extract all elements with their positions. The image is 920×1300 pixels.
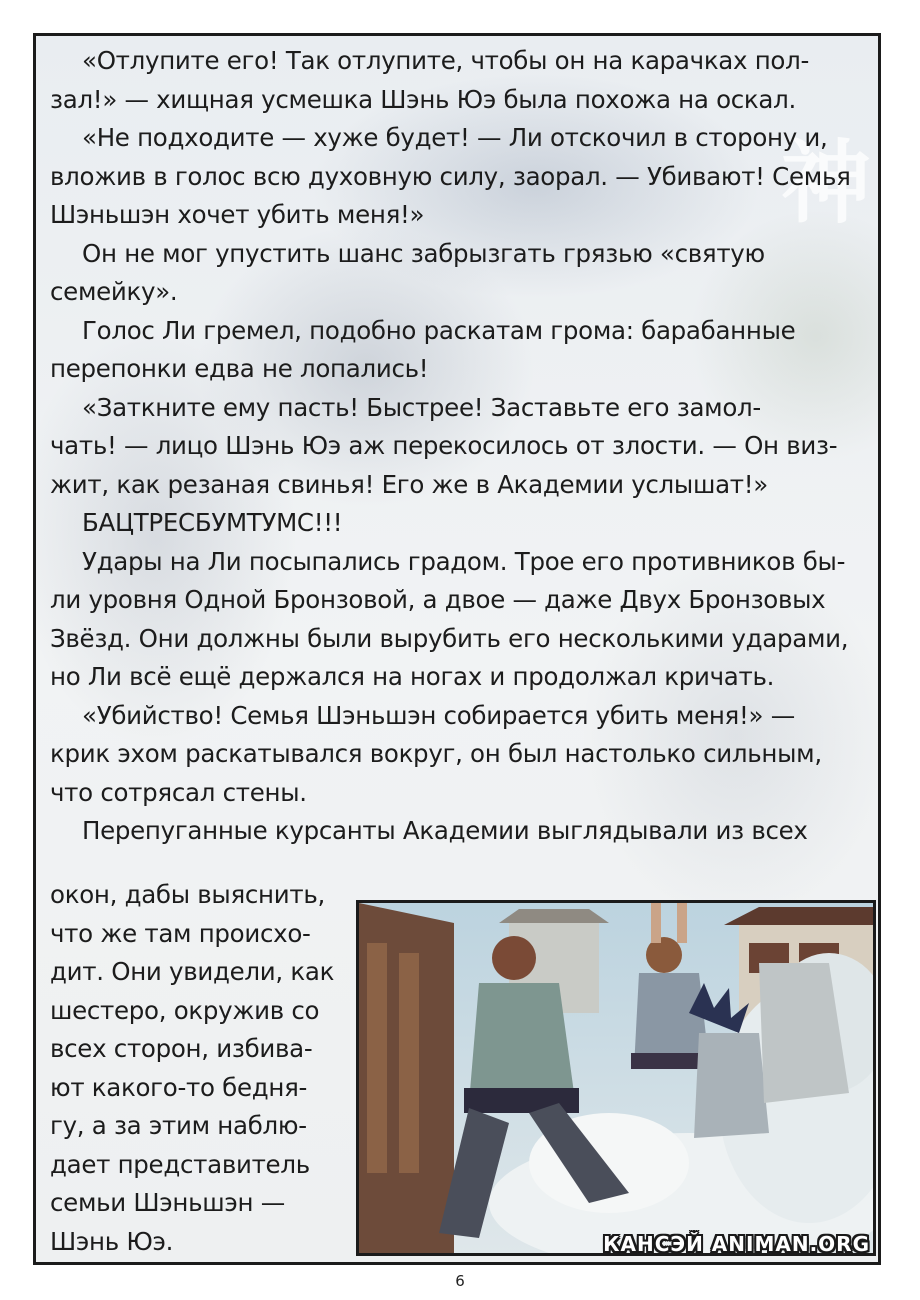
text-line: зал!» — хищная усмешка Шэнь Юэ была похожа на оскал. (50, 84, 796, 114)
text-line: «Не подходите — хуже будет! — Ли отскочил в сторону и, (82, 123, 828, 152)
text-line: Звёзд. Они должны были вырубить его несколькими ударами, (50, 623, 849, 653)
text-line: дит. Они увидели, как (50, 957, 335, 986)
text-line: семьи Шэньшэн — (50, 1188, 285, 1217)
scanlation-credit: КАНСЭЙ ANIMAN.ORG (603, 1232, 870, 1256)
text-line: Он не мог упустить шанс забрызгать грязью «святую (82, 238, 765, 268)
text-line: Шэнь Юэ. (50, 1226, 174, 1256)
text-line: всех сторон, избива- (50, 1034, 313, 1063)
text-line: что же там происхо- (50, 918, 311, 948)
text-line: «Отлупите его! Так отлупите, чтобы он на карачках пол- (82, 46, 810, 75)
text-line: но Ли всё ещё держался на ногах и продолжал кричать. (50, 662, 775, 691)
text-line: крик эхом раскатывался вокруг, он был настолько сильным, (50, 739, 822, 768)
text-line: Шэньшэн хочет убить меня!» (50, 200, 425, 229)
text-line: вложив в голос всю духовную силу, заорал. — Убивают! Семья (50, 161, 851, 191)
text-line: Голос Ли гремел, подобно раскатам грома: барабанные (82, 315, 796, 345)
text-line: чать! — лицо Шэнь Юэ аж перекосилось от злости. — Он виз- (50, 431, 838, 460)
calligraphy-watermark: 神 (781, 130, 871, 236)
text-line: ли уровня Одной Бронзовой, а двое — даже Двух Бронзовых (50, 585, 826, 614)
text-line: окон, дабы выяснить, (50, 880, 325, 909)
text-line: что сотрясал стены. (50, 777, 307, 807)
page-number: 6 (455, 1272, 465, 1290)
story-text (50, 42, 876, 851)
wrapped-text-column (50, 876, 360, 1261)
text-line: жит, как резаная свинья! Его же в Академии услышат!» (50, 469, 768, 499)
page-frame (33, 33, 881, 1265)
text-line: «Заткните ему пасть! Быстрее! Заставьте его замол- (82, 392, 761, 422)
text-line: Перепуганные курсанты Академии выглядывали из всех (82, 816, 808, 845)
text-line: Удары на Ли посыпались градом. Трое его противников бы- (82, 546, 846, 576)
text-line: семейку». (50, 277, 178, 306)
text-line: «Убийство! Семья Шэньшэн собирается убить меня!» — (82, 700, 795, 730)
text-line: гу, а за этим наблю- (50, 1111, 307, 1140)
text-line: дает представитель (50, 1149, 310, 1179)
text-line: шестеро, окружив со (50, 995, 320, 1025)
fight-illustration (356, 900, 876, 1256)
text-line: ют какого-то бедня- (50, 1072, 308, 1102)
text-line: перепонки едва не лопались! (50, 354, 429, 383)
text-line: БАЦТРЕСБУМТУМС!!! (82, 508, 343, 537)
